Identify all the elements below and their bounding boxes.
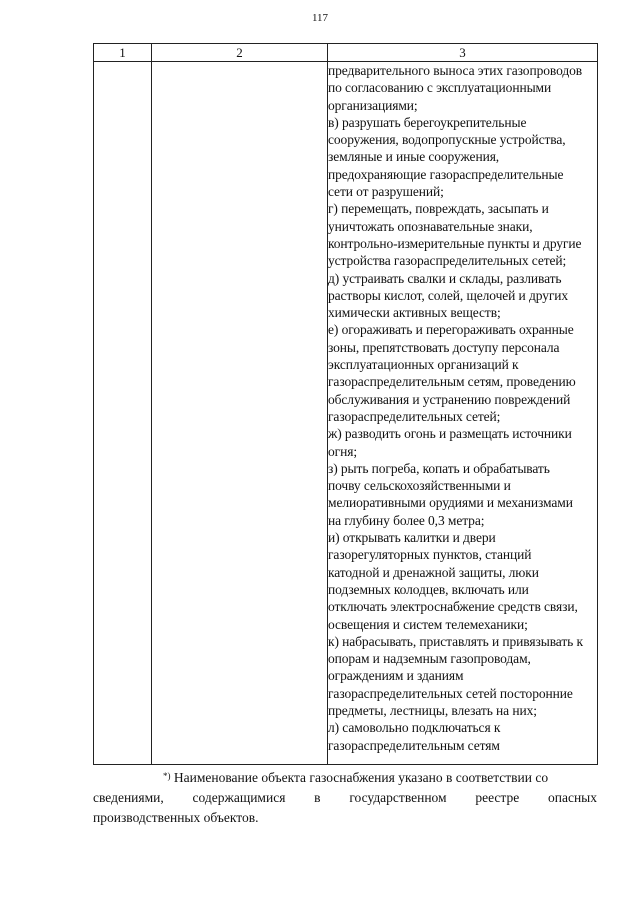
header-col-3: 3 xyxy=(328,44,598,62)
text-line: обслуживания и устранению повреждений xyxy=(328,391,571,407)
text-line: контрольно-измерительные пункты и другие xyxy=(328,235,582,251)
cell-col-1 xyxy=(94,62,152,765)
table-header-row xyxy=(94,44,598,62)
footnote-line-3: производственных объектов. xyxy=(93,810,259,825)
text-line: газорегуляторных пунктов, станций xyxy=(328,547,532,563)
text-line: е) огораживать и перегораживать охранные xyxy=(328,322,574,338)
text-line: освещения и систем телемеханики; xyxy=(328,616,528,632)
text-line: зоны, препятствовать доступу персонала xyxy=(328,339,560,355)
text-line: предохраняющие газораспределительные xyxy=(328,166,564,182)
text-line: почву сельскохозяйственными и xyxy=(328,478,511,494)
text-line: организациями; xyxy=(328,97,418,113)
text-line: в) разрушать берегоукрепительные xyxy=(328,114,527,130)
text-line: сети от разрушений; xyxy=(328,184,444,200)
text-line: газораспределительных сетей; xyxy=(328,408,501,424)
text-line: и) открывать калитки и двери xyxy=(328,530,496,546)
text-line: мелиоративными орудиями и механизмами xyxy=(328,495,573,511)
page-number: 117 xyxy=(311,12,329,24)
text-line: газораспределительных сетей посторонние xyxy=(328,685,573,701)
text-line: ж) разводить огонь и размещать источники xyxy=(328,426,572,442)
document-table xyxy=(93,43,598,765)
cell-col-3 xyxy=(328,62,598,765)
footnote-line-2: сведениями, содержащимися в государственном реестре опасных xyxy=(93,790,597,805)
text-line: отключать электроснабжение средств связи, xyxy=(328,599,578,615)
footnote xyxy=(93,768,597,828)
footnote-text-1: Наименование объекта газоснабжения указано в соответствии со xyxy=(173,770,549,785)
text-line: опорам и надземным газопроводам, xyxy=(328,651,531,667)
text-line: устройства газораспределительных сетей; xyxy=(328,253,567,269)
text-line: предметы, лестницы, влезать на них; xyxy=(328,702,537,718)
text-line: по согласованию с эксплуатационными xyxy=(328,80,552,96)
text-line: подземных колодцев, включать или xyxy=(328,581,529,597)
text-line: л) самовольно подключаться к xyxy=(328,720,501,736)
text-line: химически активных веществ; xyxy=(328,305,501,321)
text-line: сооружения, водопропускные устройства, xyxy=(328,132,566,148)
text-line: уничтожать опознавательные знаки, xyxy=(328,218,533,234)
text-line: газораспределительным сетям, проведению xyxy=(328,374,576,390)
text-line: на глубину более 0,3 метра; xyxy=(328,512,485,528)
footnote-marker: *) xyxy=(163,771,171,781)
text-line: эксплуатационных организаций к xyxy=(328,357,519,373)
text-line: ограждениям и зданиям xyxy=(328,668,464,684)
footnote-line-1 xyxy=(93,768,597,788)
text-line: огня; xyxy=(328,443,357,459)
header-col-2: 2 xyxy=(152,44,328,62)
text-line: газораспределительным сетям xyxy=(328,737,500,753)
text-line: растворы кислот, солей, щелочей и других xyxy=(328,287,569,303)
table-row xyxy=(94,62,598,765)
text-line: г) перемещать, повреждать, засыпать и xyxy=(328,201,549,217)
text-line: земляные и иные сооружения, xyxy=(328,149,500,165)
text-line: к) набрасывать, приставлять и привязывать к xyxy=(328,633,583,649)
text-line: катодной и дренажной защиты, люки xyxy=(328,564,539,580)
header-col-1: 1 xyxy=(94,44,152,62)
text-line: д) устраивать свалки и склады, разливать xyxy=(328,270,562,286)
text-line: предварительного выноса этих газопроводов xyxy=(328,63,583,78)
text-line: з) рыть погреба, копать и обрабатывать xyxy=(328,460,550,476)
cell-col-2 xyxy=(152,62,328,765)
